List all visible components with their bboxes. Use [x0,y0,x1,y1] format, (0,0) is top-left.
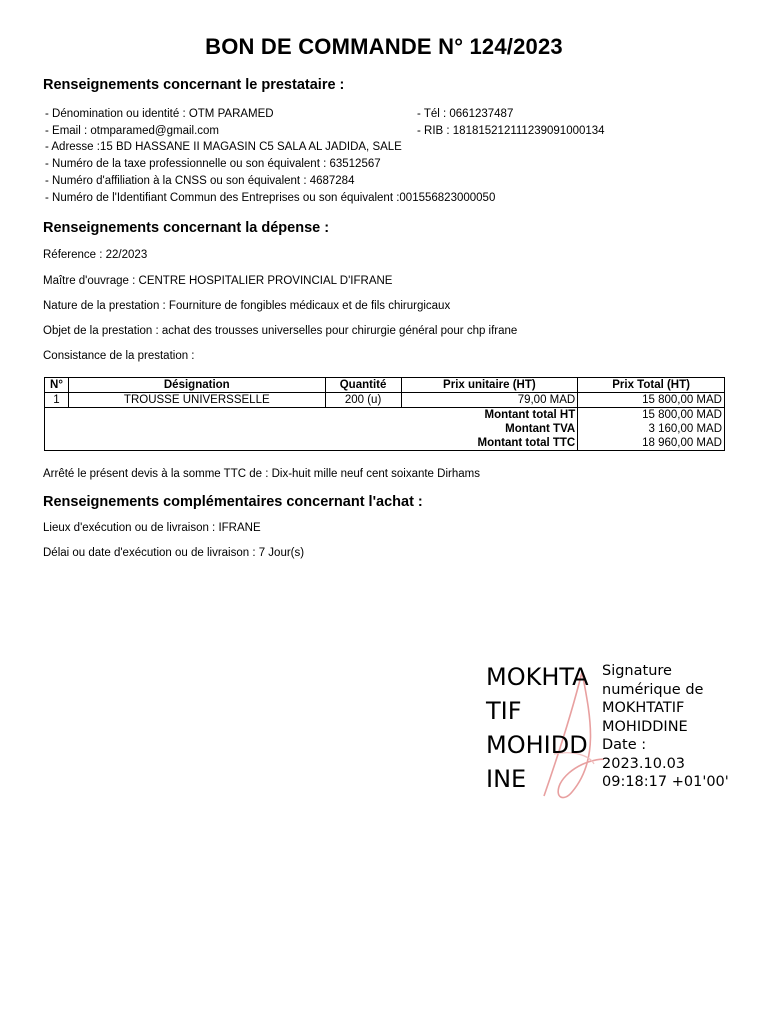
signature-detail-line: MOKHTATIF [602,700,685,716]
taxe-line: - Numéro de la taxe professionnelle ou son équivalent : 63512567 [45,158,381,170]
tva-row [45,422,725,436]
row-designation: TROUSSE UNIVERSSELLE [68,393,325,408]
row-prix-total: 15 800,00 MAD [578,393,725,408]
signature-detail-line: 09:18:17 +01'00' [602,774,729,790]
header-prix-total: Prix Total (HT) [578,378,725,393]
total-ht-row [45,408,725,423]
signature-details [602,662,752,792]
reference-line: Réference : 22/2023 [43,249,148,261]
items-table [44,377,725,451]
lieux-line: Lieux d'exécution ou de livraison : IFRANE [43,522,261,534]
email-line: - Email : otmparamed@gmail.com [45,125,219,137]
prestataire-heading: Renseignements concernant le prestataire : [43,77,345,93]
adresse-line: - Adresse :15 BD HASSANE II MAGASIN C5 SALA AL JADIDA, SALE [45,141,402,153]
objet-line: Objet de la prestation : achat des trousses universelles pour chirurgie général pour chp ifrane [43,325,518,337]
total-ttc-value: 18 960,00 MAD [578,436,725,451]
signature-detail-line: 2023.10.03 [602,755,686,772]
tva-label: Montant TVA [45,422,578,436]
header-quantite: Quantité [325,378,401,393]
cnss-line: - Numéro d'affiliation à la CNSS ou son équivalent : 4687284 [45,175,355,187]
header-num: N° [45,378,69,393]
maitre-ouvrage-line: Maître d'ouvrage : CENTRE HOSPITALIER PROVINCIAL D'IFRANE [43,275,393,287]
signature-name-line: MOKHTA [486,663,589,691]
total-ht-value: 15 800,00 MAD [578,408,725,423]
signature-detail-line: Date : [602,737,647,753]
signature-detail-line: Signature [602,663,672,679]
arrete-line: Arrêté le présent devis à la somme TTC de : Dix-huit mille neuf cent soixante Dirhams [43,468,480,480]
denomination-line: - Dénomination ou identité : OTM PARAMED [45,108,274,120]
tva-value: 3 160,00 MAD [578,422,725,436]
signature-detail-line: numérique de [602,681,704,698]
total-ttc-row [45,436,725,451]
table-header-row [45,378,725,393]
signature-name-line: INE [486,765,527,793]
document-title: BON DE COMMANDE N° 124/2023 [205,34,563,59]
row-num: 1 [45,393,69,408]
total-ht-label: Montant total HT [45,408,578,423]
total-ttc-label: Montant total TTC [45,436,578,451]
delai-line: Délai ou date d'exécution ou de livraison : 7 Jour(s) [43,547,305,559]
signature-detail-line: MOHIDDINE [602,718,688,735]
row-prix-unitaire: 79,00 MAD [401,393,578,408]
ice-line: - Numéro de l'Identifiant Commun des Entreprises ou son équivalent :001556823000050 [45,192,496,204]
complementaires-heading: Renseignements complémentaires concernant l'achat : [43,494,423,510]
header-designation: Désignation [68,378,325,393]
nature-line: Nature de la prestation : Fourniture de fongibles médicaux et de fils chirurgicaux [43,300,451,312]
consistance-line: Consistance de la prestation : [43,350,195,362]
signature-name-line: MOHIDD [486,731,588,759]
depense-heading: Renseignements concernant la dépense : [43,220,330,236]
signature-name-line: TIF [486,697,522,725]
tel-line: - Tél : 0661237487 [417,108,514,120]
digital-signature [486,660,746,800]
header-prix-unitaire: Prix unitaire (HT) [401,378,578,393]
table-row [45,393,725,408]
rib-line: - RIB : 181815212111239091000134 [417,125,605,137]
row-quantite: 200 (u) [325,393,401,408]
signature-name [486,660,601,796]
